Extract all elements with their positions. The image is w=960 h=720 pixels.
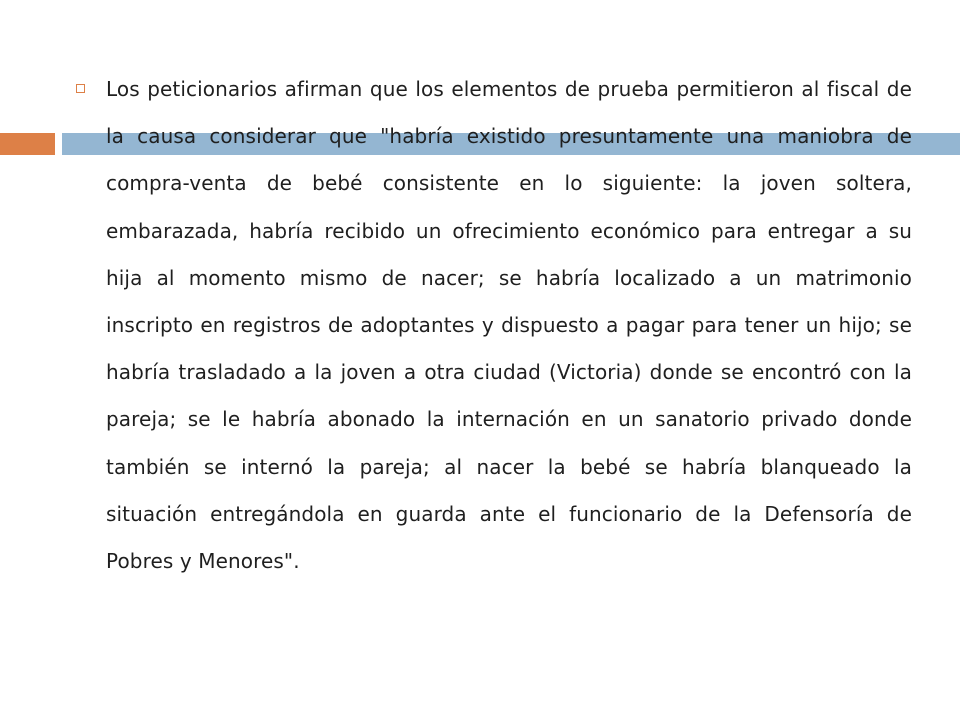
slide-content — [76, 66, 912, 585]
bullet-text: Los peticionarios afirman que los elementos de prueba permitieron al fiscal de la causa considerar que "habría existido presuntamente una maniobra de compra-venta de bebé consistente en lo siguiente: la joven soltera, embarazada, habría recibido un ofrecimiento económico para entregar a su hija al momento mismo de nacer; se habría localizado a un matrimonio inscripto en registros de adoptantes y dispuesto a pagar para tener un hijo; se habría trasladado a la joven a otra ciudad (Victoria) donde se encontró con la pareja; se le habría abonado la internación en un sanatorio privado donde también se internó la pareja; al nacer la bebé se habría blanqueado la situación entregándola en guarda ante el funcionario de la Defensoría de Pobres y Menores". — [106, 77, 912, 574]
square-bullet-icon — [76, 84, 85, 93]
bullet-item — [76, 66, 912, 585]
accent-bar-orange — [0, 133, 55, 155]
